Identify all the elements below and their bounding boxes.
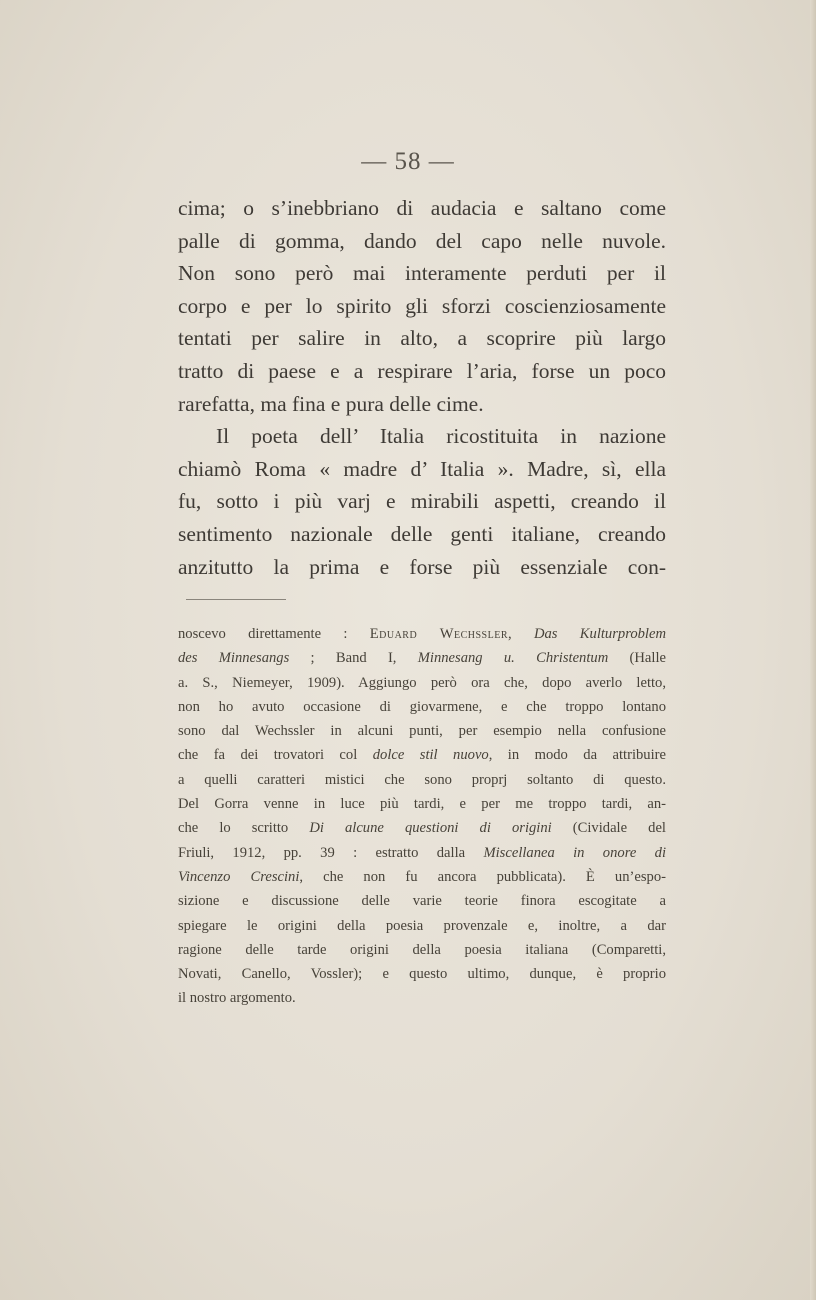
book-title: des Minnesangs [178, 650, 290, 667]
text-line: chiamò Roma « madre d’ Italia ». Madre, sì, ella [178, 456, 666, 481]
footnote-line: che lo scritto Di alcune questioni di origini (Cividale del [178, 820, 666, 837]
footnote-line: spiegare le origini della poesia provenzale e, inoltre, a dar [178, 917, 666, 934]
footnote-line: Friuli, 1912, pp. 39 : estratto dalla Miscellanea in onore di [178, 844, 666, 861]
footnote-line: sono dal Wechssler in alcuni punti, per esempio nella confusione [178, 723, 666, 740]
paragraph [178, 420, 666, 583]
footnote-line: a quelli caratteri mistici che sono proprj soltanto di questo. [178, 771, 666, 788]
book-title: Di alcune questioni di origini [309, 820, 552, 837]
author-name: Eduard Wechssler [369, 626, 509, 642]
footnote-line: Del Gorra venne in luce più tardi, e per me troppo tardi, an- [178, 796, 666, 813]
footnote-line: Vincenzo Crescini, che non fu ancora pubblicata). È un’espo- [178, 868, 666, 885]
text-line: palle di gomma, dando del capo nelle nuvole. [178, 228, 666, 253]
main-text [178, 192, 666, 583]
footnote-line: Novati, Canello, Vossler); e questo ultimo, dunque, è proprio [178, 966, 666, 983]
book-title: Das Kulturproblem [533, 626, 666, 642]
footnote-line: a. S., Niemeyer, 1909). Aggiungo però ora che, dopo averlo letto, [178, 674, 666, 691]
book-title: Vincenzo Crescini [178, 868, 300, 885]
text-line: anzitutto la prima e forse più essenziale con- [178, 554, 666, 579]
text-line: corpo e per lo spirito gli sforzi coscienziosamente [178, 293, 666, 318]
footnote-line: des Minnesangs ; Band I, Minnesang u. Christentum (Halle [178, 650, 666, 667]
footnote-line: sizione e discussione delle varie teorie finora escogitate a [178, 893, 666, 910]
paragraph [178, 192, 666, 420]
footnote-rule [186, 599, 286, 600]
text-line: tentati per salire in alto, a scoprire più largo [178, 326, 666, 351]
text-line: Non sono però mai interamente perduti per il [178, 261, 666, 286]
text-line: tratto di paese e a respirare l’aria, forse un poco [178, 358, 666, 383]
text-line: rarefatta, ma fina e pura delle cime. [178, 391, 484, 416]
footnote-line: noscevo direttamente : Eduard Wechssler, Das Kulturproblem [178, 626, 666, 642]
page-edge [810, 0, 816, 1300]
book-title: dolce stil nuovo [372, 747, 489, 764]
footnote [178, 622, 666, 1011]
book-title: Miscellanea in onore di [483, 844, 666, 861]
text-line: sentimento nazionale delle genti italiane, creando [178, 521, 666, 546]
text-line: cima; o s’inebbriano di audacia e saltano come [178, 196, 666, 220]
text-line: Il poeta dell’ Italia ricostituita in nazione [216, 424, 666, 449]
text-line: fu, sotto i più varj e mirabili aspetti, creando il [178, 489, 666, 514]
footnote-line: non ho avuto occasione di giovarmene, e che troppo lontano [178, 698, 666, 715]
footnote-line: ragione delle tarde origini della poesia italiana (Comparetti, [178, 941, 666, 958]
footnote-line: che fa dei trovatori col dolce stil nuovo, in modo da attribuire [178, 747, 666, 764]
book-title: Minnesang u. Christentum [417, 650, 609, 667]
page-number: — 58 — [361, 148, 455, 175]
footnote-line: il nostro argomento. [178, 990, 296, 1007]
